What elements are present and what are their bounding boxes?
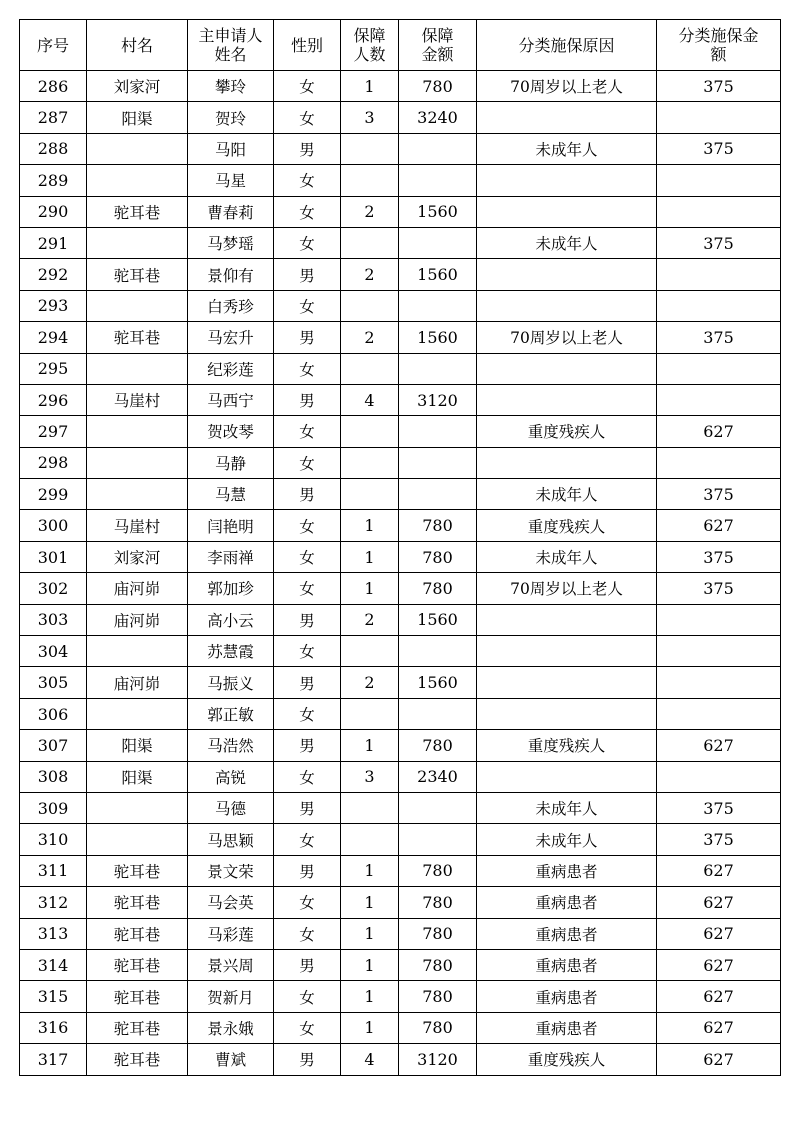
cell-village: 庙河峁 [87, 667, 188, 698]
cell-name: 马彩莲 [188, 918, 274, 949]
cell-gender: 女 [274, 1012, 341, 1043]
cell-gender: 男 [274, 322, 341, 353]
cell-village: 马崖村 [87, 510, 188, 541]
cell-extra: 627 [657, 949, 781, 980]
cell-amount: 780 [399, 541, 477, 572]
cell-amount: 780 [399, 71, 477, 102]
table-row [20, 792, 781, 823]
table-row [20, 824, 781, 855]
cell-gender: 女 [274, 573, 341, 604]
cell-extra [657, 353, 781, 384]
header-village: 村名 [87, 20, 188, 71]
cell-reason [477, 667, 657, 698]
header-applicant: 主申请人 姓名 [188, 20, 274, 71]
header-seq: 序号 [20, 20, 87, 71]
cell-extra: 375 [657, 792, 781, 823]
cell-name: 苏慧霞 [188, 636, 274, 667]
assistance-table [19, 19, 781, 1076]
cell-gender: 女 [274, 541, 341, 572]
cell-persons: 1 [341, 949, 399, 980]
cell-reason: 重病患者 [477, 918, 657, 949]
cell-seq: 288 [20, 133, 87, 164]
cell-reason: 未成年人 [477, 792, 657, 823]
table-row [20, 165, 781, 196]
table-row [20, 259, 781, 290]
cell-persons [341, 133, 399, 164]
cell-amount [399, 792, 477, 823]
cell-reason [477, 384, 657, 415]
cell-reason [477, 761, 657, 792]
cell-amount [399, 290, 477, 321]
cell-gender: 女 [274, 698, 341, 729]
cell-village: 驼耳巷 [87, 1012, 188, 1043]
cell-reason: 70周岁以上老人 [477, 71, 657, 102]
cell-amount [399, 353, 477, 384]
cell-name: 马西宁 [188, 384, 274, 415]
cell-name: 攀玲 [188, 71, 274, 102]
cell-persons: 2 [341, 259, 399, 290]
cell-gender: 女 [274, 636, 341, 667]
table-row [20, 918, 781, 949]
cell-reason: 70周岁以上老人 [477, 573, 657, 604]
cell-amount: 3240 [399, 102, 477, 133]
cell-amount: 780 [399, 510, 477, 541]
cell-extra: 627 [657, 1044, 781, 1075]
cell-seq: 304 [20, 636, 87, 667]
table-row [20, 541, 781, 572]
cell-amount: 3120 [399, 1044, 477, 1075]
cell-village: 驼耳巷 [87, 1044, 188, 1075]
cell-gender: 女 [274, 981, 341, 1012]
cell-gender: 女 [274, 447, 341, 478]
table-row [20, 698, 781, 729]
cell-seq: 305 [20, 667, 87, 698]
cell-reason [477, 102, 657, 133]
cell-name: 马会英 [188, 887, 274, 918]
cell-gender: 男 [274, 259, 341, 290]
cell-amount [399, 698, 477, 729]
cell-gender: 男 [274, 792, 341, 823]
cell-gender: 女 [274, 510, 341, 541]
cell-seq: 306 [20, 698, 87, 729]
cell-seq: 300 [20, 510, 87, 541]
cell-name: 白秀珍 [188, 290, 274, 321]
table-row [20, 730, 781, 761]
table-row [20, 1044, 781, 1075]
table-row [20, 384, 781, 415]
cell-extra: 627 [657, 1012, 781, 1043]
cell-gender: 男 [274, 604, 341, 635]
cell-name: 高锐 [188, 761, 274, 792]
table-row [20, 887, 781, 918]
header-row [20, 20, 781, 71]
cell-name: 闫艳明 [188, 510, 274, 541]
cell-persons: 2 [341, 196, 399, 227]
cell-amount: 1560 [399, 196, 477, 227]
cell-gender: 女 [274, 887, 341, 918]
cell-persons: 1 [341, 71, 399, 102]
cell-gender: 女 [274, 165, 341, 196]
cell-persons: 1 [341, 510, 399, 541]
cell-extra: 375 [657, 541, 781, 572]
cell-reason: 重度残疾人 [477, 416, 657, 447]
cell-village [87, 479, 188, 510]
cell-name: 曹斌 [188, 1044, 274, 1075]
cell-amount: 780 [399, 918, 477, 949]
cell-extra: 375 [657, 322, 781, 353]
cell-reason [477, 636, 657, 667]
cell-amount: 1560 [399, 604, 477, 635]
table-row [20, 510, 781, 541]
cell-name: 马梦瑶 [188, 227, 274, 258]
cell-seq: 286 [20, 71, 87, 102]
cell-persons [341, 227, 399, 258]
cell-extra: 627 [657, 416, 781, 447]
cell-persons [341, 416, 399, 447]
table-row [20, 102, 781, 133]
cell-reason [477, 698, 657, 729]
table-row [20, 667, 781, 698]
cell-extra: 627 [657, 510, 781, 541]
cell-village [87, 290, 188, 321]
table-row [20, 855, 781, 886]
table-row [20, 636, 781, 667]
cell-village: 刘家河 [87, 541, 188, 572]
cell-seq: 291 [20, 227, 87, 258]
table-row [20, 133, 781, 164]
cell-seq: 310 [20, 824, 87, 855]
cell-amount [399, 636, 477, 667]
cell-persons [341, 447, 399, 478]
cell-persons: 2 [341, 322, 399, 353]
cell-name: 马宏升 [188, 322, 274, 353]
cell-extra: 375 [657, 227, 781, 258]
cell-gender: 男 [274, 949, 341, 980]
cell-persons: 1 [341, 730, 399, 761]
table-row [20, 604, 781, 635]
cell-persons: 1 [341, 573, 399, 604]
cell-reason: 重病患者 [477, 981, 657, 1012]
cell-seq: 312 [20, 887, 87, 918]
table-row [20, 322, 781, 353]
cell-persons: 1 [341, 541, 399, 572]
cell-persons: 4 [341, 384, 399, 415]
cell-village: 马崖村 [87, 384, 188, 415]
cell-village: 刘家河 [87, 71, 188, 102]
cell-extra: 627 [657, 855, 781, 886]
cell-amount: 2340 [399, 761, 477, 792]
cell-extra: 627 [657, 730, 781, 761]
cell-reason: 未成年人 [477, 541, 657, 572]
cell-name: 曹春莉 [188, 196, 274, 227]
cell-name: 景仰有 [188, 259, 274, 290]
cell-seq: 297 [20, 416, 87, 447]
cell-extra [657, 698, 781, 729]
cell-village [87, 698, 188, 729]
cell-persons: 1 [341, 918, 399, 949]
cell-persons: 3 [341, 102, 399, 133]
cell-persons [341, 792, 399, 823]
cell-persons [341, 636, 399, 667]
cell-amount: 780 [399, 949, 477, 980]
cell-extra: 627 [657, 887, 781, 918]
cell-gender: 女 [274, 824, 341, 855]
cell-seq: 294 [20, 322, 87, 353]
cell-name: 景兴周 [188, 949, 274, 980]
cell-extra: 375 [657, 71, 781, 102]
header-extra: 分类施保金 额 [657, 20, 781, 71]
cell-reason [477, 604, 657, 635]
cell-extra [657, 384, 781, 415]
cell-seq: 292 [20, 259, 87, 290]
cell-gender: 男 [274, 133, 341, 164]
cell-village [87, 792, 188, 823]
cell-reason: 重度残疾人 [477, 1044, 657, 1075]
cell-amount: 780 [399, 887, 477, 918]
cell-amount: 780 [399, 730, 477, 761]
cell-name: 马阳 [188, 133, 274, 164]
cell-reason [477, 259, 657, 290]
cell-village: 庙河峁 [87, 573, 188, 604]
cell-village [87, 824, 188, 855]
cell-extra [657, 196, 781, 227]
cell-persons: 2 [341, 604, 399, 635]
cell-persons: 1 [341, 1012, 399, 1043]
cell-extra [657, 290, 781, 321]
cell-reason [477, 447, 657, 478]
table-row [20, 71, 781, 102]
cell-extra: 627 [657, 981, 781, 1012]
cell-amount: 3120 [399, 384, 477, 415]
cell-village: 阳渠 [87, 102, 188, 133]
cell-amount [399, 416, 477, 447]
table-row [20, 981, 781, 1012]
cell-seq: 314 [20, 949, 87, 980]
cell-village [87, 353, 188, 384]
cell-amount [399, 824, 477, 855]
cell-seq: 303 [20, 604, 87, 635]
cell-extra: 375 [657, 573, 781, 604]
cell-extra [657, 761, 781, 792]
cell-name: 马思颖 [188, 824, 274, 855]
cell-reason: 70周岁以上老人 [477, 322, 657, 353]
cell-gender: 女 [274, 227, 341, 258]
cell-name: 马静 [188, 447, 274, 478]
cell-extra: 375 [657, 133, 781, 164]
table-row [20, 573, 781, 604]
table-row [20, 416, 781, 447]
cell-gender: 男 [274, 384, 341, 415]
cell-reason [477, 353, 657, 384]
cell-persons [341, 698, 399, 729]
cell-seq: 317 [20, 1044, 87, 1075]
cell-reason [477, 165, 657, 196]
cell-gender: 女 [274, 918, 341, 949]
cell-extra: 375 [657, 824, 781, 855]
cell-village: 驼耳巷 [87, 322, 188, 353]
cell-name: 景永娥 [188, 1012, 274, 1043]
cell-persons [341, 165, 399, 196]
cell-gender: 女 [274, 290, 341, 321]
cell-amount [399, 227, 477, 258]
table-row [20, 761, 781, 792]
table-row [20, 1012, 781, 1043]
header-persons: 保障 人数 [341, 20, 399, 71]
cell-amount: 780 [399, 855, 477, 886]
cell-gender: 男 [274, 855, 341, 886]
cell-amount: 780 [399, 981, 477, 1012]
cell-persons [341, 290, 399, 321]
cell-reason: 未成年人 [477, 227, 657, 258]
cell-persons: 1 [341, 981, 399, 1012]
cell-seq: 293 [20, 290, 87, 321]
cell-reason: 未成年人 [477, 479, 657, 510]
cell-extra [657, 604, 781, 635]
cell-seq: 287 [20, 102, 87, 133]
table-row [20, 479, 781, 510]
cell-seq: 308 [20, 761, 87, 792]
cell-village [87, 227, 188, 258]
header-amount: 保障 金额 [399, 20, 477, 71]
cell-reason: 重病患者 [477, 855, 657, 886]
cell-extra [657, 667, 781, 698]
cell-gender: 女 [274, 761, 341, 792]
cell-amount [399, 447, 477, 478]
cell-reason: 未成年人 [477, 133, 657, 164]
cell-gender: 女 [274, 196, 341, 227]
cell-name: 郭正敏 [188, 698, 274, 729]
cell-name: 郭加珍 [188, 573, 274, 604]
cell-amount: 1560 [399, 667, 477, 698]
cell-village [87, 416, 188, 447]
cell-village: 驼耳巷 [87, 855, 188, 886]
cell-village [87, 636, 188, 667]
cell-village: 驼耳巷 [87, 887, 188, 918]
cell-village: 阳渠 [87, 761, 188, 792]
cell-name: 贺新月 [188, 981, 274, 1012]
cell-name: 马振义 [188, 667, 274, 698]
cell-amount: 1560 [399, 259, 477, 290]
cell-seq: 313 [20, 918, 87, 949]
cell-seq: 289 [20, 165, 87, 196]
cell-village: 驼耳巷 [87, 196, 188, 227]
cell-village [87, 133, 188, 164]
cell-seq: 296 [20, 384, 87, 415]
cell-reason: 重度残疾人 [477, 730, 657, 761]
cell-seq: 302 [20, 573, 87, 604]
cell-gender: 男 [274, 730, 341, 761]
table-row [20, 949, 781, 980]
cell-gender: 女 [274, 71, 341, 102]
cell-gender: 男 [274, 1044, 341, 1075]
cell-amount: 1560 [399, 322, 477, 353]
cell-seq: 290 [20, 196, 87, 227]
cell-gender: 女 [274, 353, 341, 384]
cell-amount: 780 [399, 573, 477, 604]
cell-village [87, 447, 188, 478]
table-row [20, 447, 781, 478]
cell-name: 贺玲 [188, 102, 274, 133]
cell-name: 贺改琴 [188, 416, 274, 447]
cell-amount [399, 133, 477, 164]
cell-reason [477, 196, 657, 227]
cell-persons: 4 [341, 1044, 399, 1075]
cell-gender: 女 [274, 416, 341, 447]
cell-village: 驼耳巷 [87, 918, 188, 949]
cell-reason [477, 290, 657, 321]
cell-persons: 1 [341, 887, 399, 918]
cell-seq: 309 [20, 792, 87, 823]
cell-persons [341, 479, 399, 510]
cell-persons: 1 [341, 855, 399, 886]
cell-name: 李雨禅 [188, 541, 274, 572]
cell-extra: 375 [657, 479, 781, 510]
cell-village [87, 165, 188, 196]
cell-village: 驼耳巷 [87, 981, 188, 1012]
cell-name: 高小云 [188, 604, 274, 635]
cell-gender: 女 [274, 102, 341, 133]
cell-extra [657, 165, 781, 196]
cell-name: 马德 [188, 792, 274, 823]
cell-village: 驼耳巷 [87, 259, 188, 290]
cell-seq: 298 [20, 447, 87, 478]
cell-reason: 重病患者 [477, 949, 657, 980]
cell-seq: 315 [20, 981, 87, 1012]
cell-amount [399, 479, 477, 510]
cell-reason: 未成年人 [477, 824, 657, 855]
cell-reason: 重度残疾人 [477, 510, 657, 541]
cell-seq: 316 [20, 1012, 87, 1043]
cell-name: 纪彩莲 [188, 353, 274, 384]
cell-village: 阳渠 [87, 730, 188, 761]
table-body [20, 71, 781, 1076]
cell-village: 庙河峁 [87, 604, 188, 635]
cell-gender: 男 [274, 667, 341, 698]
cell-persons [341, 353, 399, 384]
cell-persons: 3 [341, 761, 399, 792]
cell-persons: 2 [341, 667, 399, 698]
cell-village: 驼耳巷 [87, 949, 188, 980]
cell-extra [657, 102, 781, 133]
cell-name: 马慧 [188, 479, 274, 510]
cell-amount [399, 165, 477, 196]
cell-extra [657, 259, 781, 290]
cell-amount: 780 [399, 1012, 477, 1043]
cell-reason: 重病患者 [477, 887, 657, 918]
cell-seq: 311 [20, 855, 87, 886]
cell-seq: 301 [20, 541, 87, 572]
table-row [20, 227, 781, 258]
header-reason: 分类施保原因 [477, 20, 657, 71]
table-row [20, 353, 781, 384]
cell-persons [341, 824, 399, 855]
cell-name: 马浩然 [188, 730, 274, 761]
cell-gender: 男 [274, 479, 341, 510]
cell-seq: 299 [20, 479, 87, 510]
cell-seq: 295 [20, 353, 87, 384]
table-row [20, 196, 781, 227]
table-row [20, 290, 781, 321]
cell-reason: 重病患者 [477, 1012, 657, 1043]
cell-name: 马星 [188, 165, 274, 196]
cell-extra: 627 [657, 918, 781, 949]
cell-seq: 307 [20, 730, 87, 761]
cell-extra [657, 636, 781, 667]
cell-name: 景文荣 [188, 855, 274, 886]
cell-extra [657, 447, 781, 478]
header-gender: 性别 [274, 20, 341, 71]
